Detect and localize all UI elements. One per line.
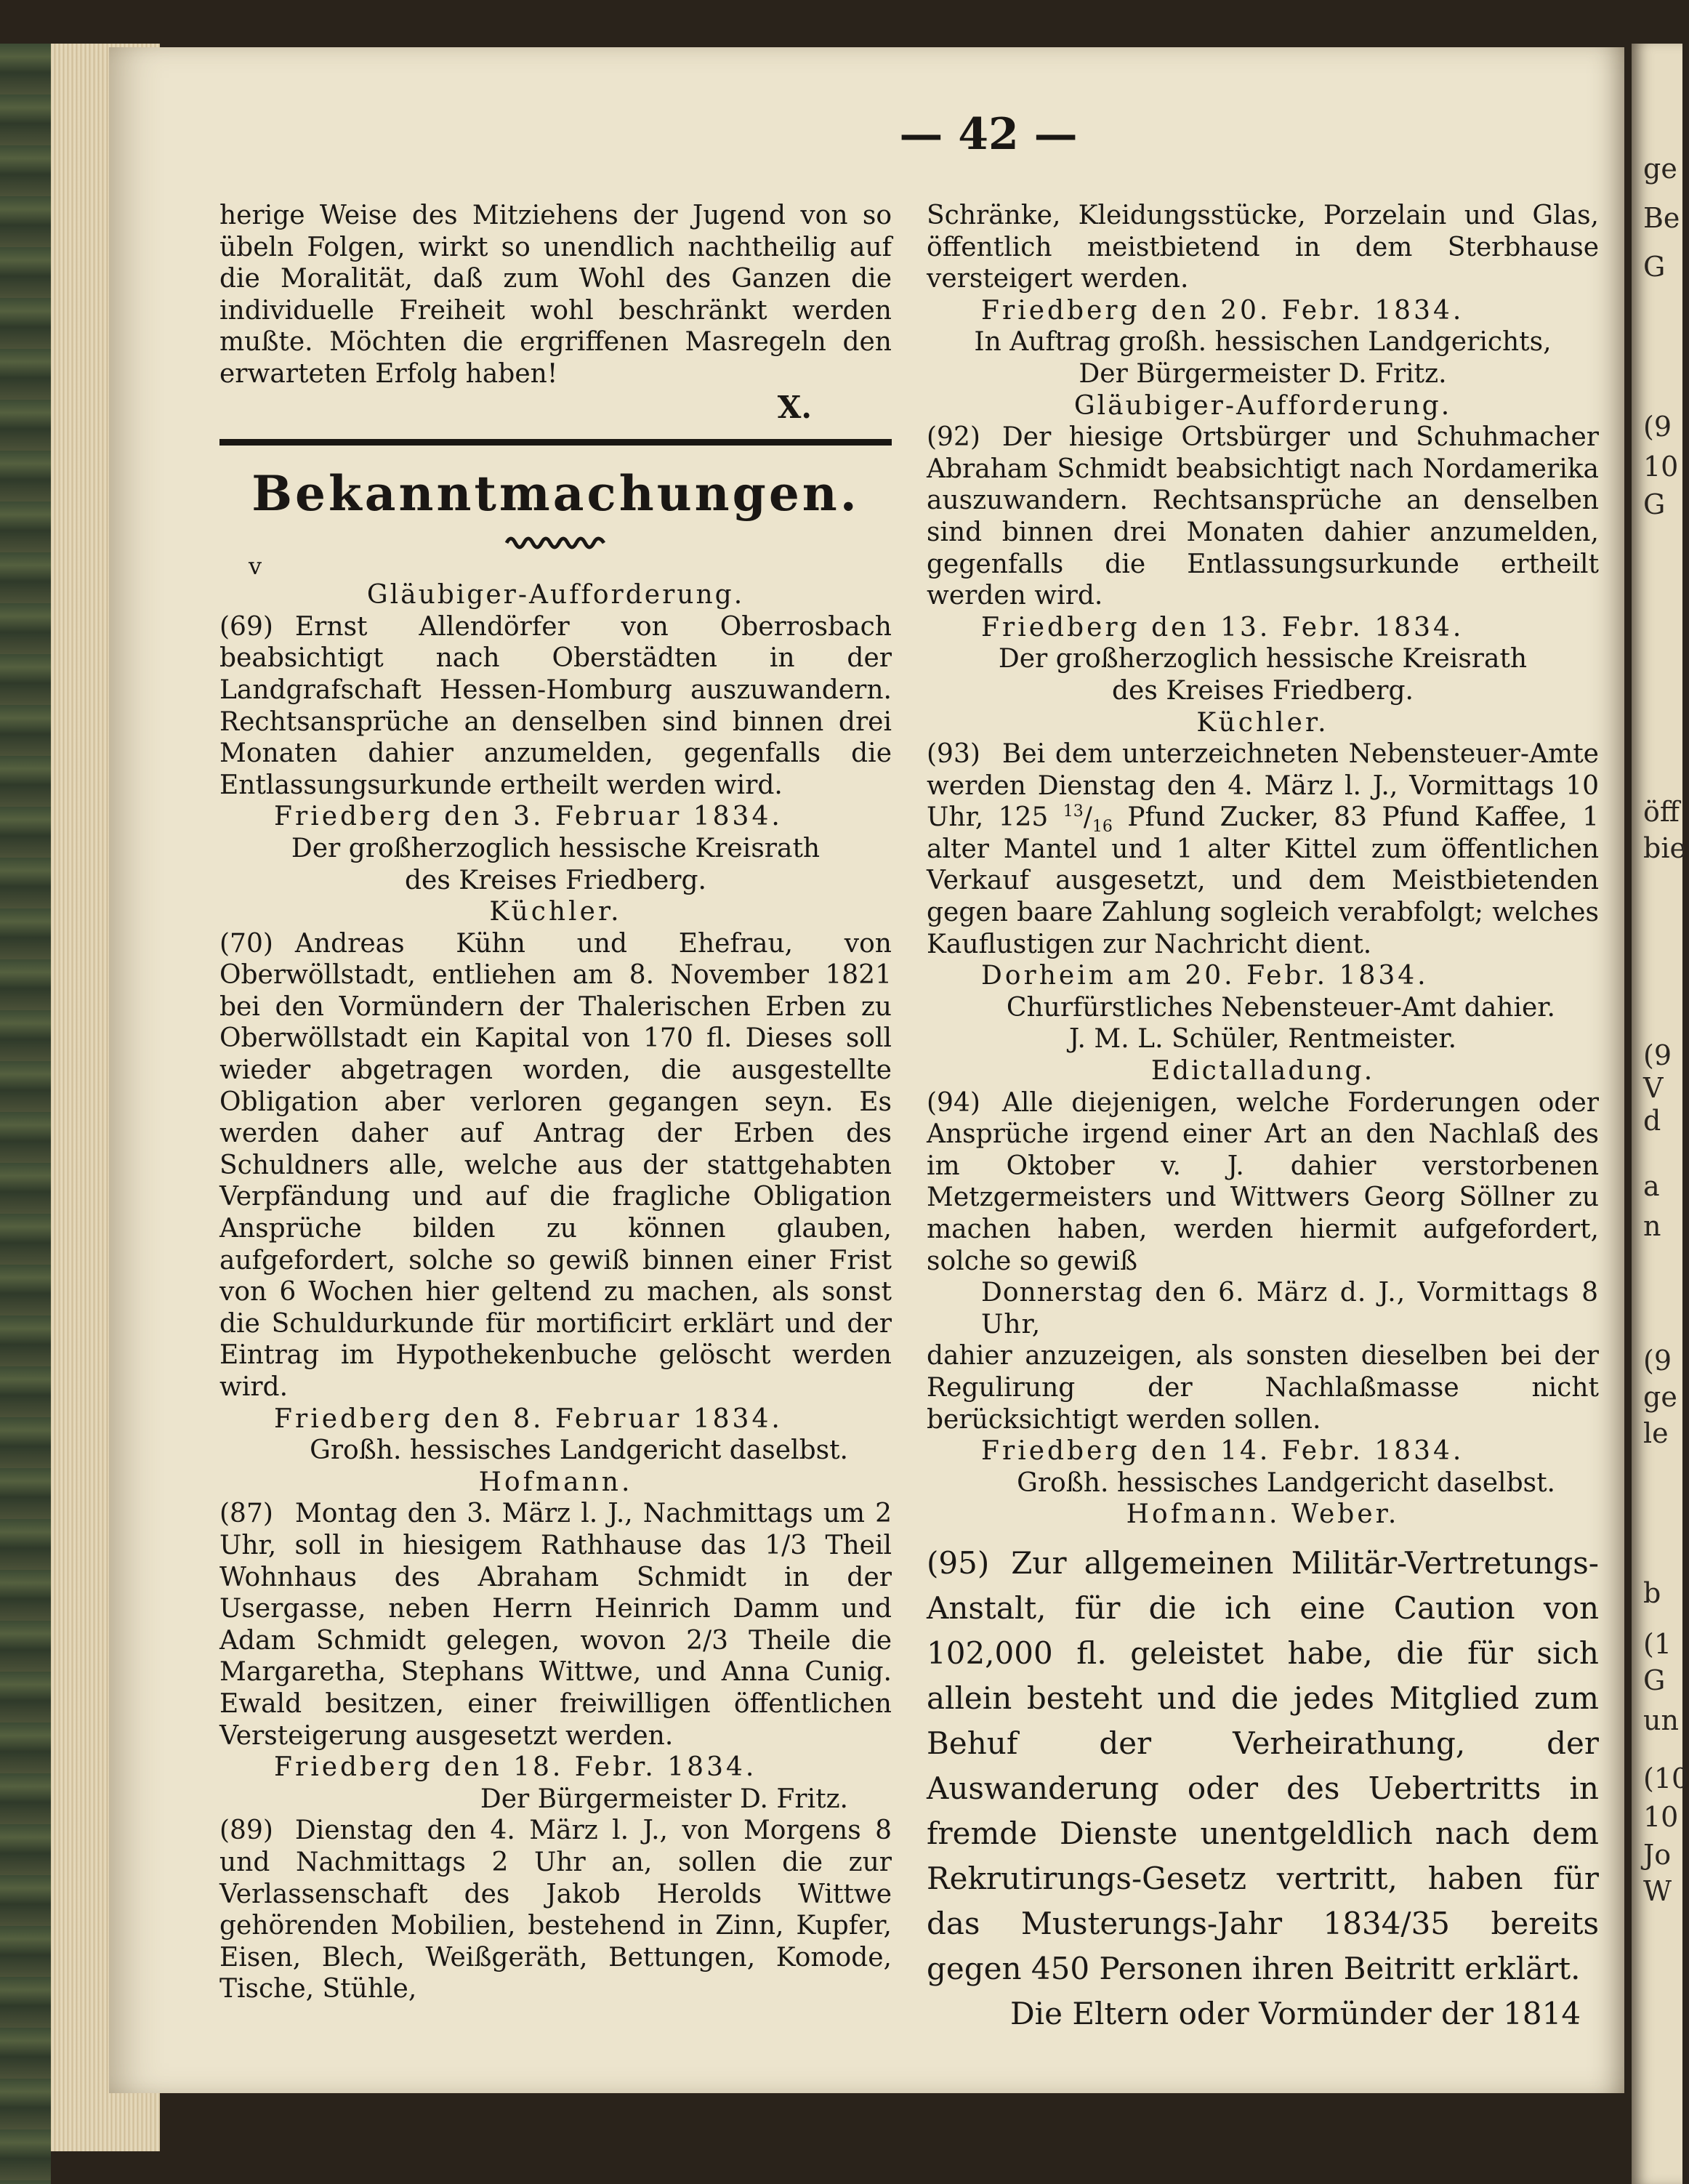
- notice-69-date: Friedberg den 3. Februar 1834.: [274, 802, 783, 832]
- notice-87-fraction-a: 1/3: [765, 1530, 807, 1560]
- book-binding: [0, 44, 51, 2184]
- notice-93-date: Dorheim am 20. Febr. 1834.: [981, 961, 1429, 991]
- printer-mark: v: [249, 552, 262, 581]
- notice-87-date: Friedberg den 18. Febr. 1834.: [274, 1752, 757, 1783]
- notice-95-body: [927, 1541, 1599, 1991]
- notice-69-text: Ernst Allendörfer von Oberrosbach beabsichtigt nach Oberstädten in der Landgrafschaft Hessen-Homburg auszuwandern. Rechtsansprüche an denselben sind binnen drei Monaten dahier anzumelden, gegenfalls die Entlassungsurkunde ertheilt werden wird.: [219, 611, 892, 800]
- notice-94-heading: Edictalladung.: [1150, 1056, 1375, 1087]
- notice-70-signer: Hofmann.: [478, 1467, 633, 1497]
- notice-94-body: [927, 1087, 1599, 1278]
- notice-69-signer: Küchler.: [489, 897, 622, 927]
- adjacent-fragment: G: [1643, 1664, 1666, 1696]
- notice-92-signer: Küchler.: [1196, 707, 1329, 738]
- adjacent-fragment: (9: [1643, 1345, 1672, 1377]
- section-rule: [219, 439, 892, 446]
- right-column: [927, 200, 1599, 2036]
- notice-87-text-c: Theile die Margaretha, Stephans Wittwe, und Anna Cunig. Ewald besitzen, einer freiwilligen öffentlichen Versteigerung ausgesetzt werden.: [219, 1625, 892, 1751]
- notice-94-deadline: Donnerstag den 6. März d. J., Vormittags 8 Uhr,: [981, 1278, 1599, 1339]
- notice-89-number: (89): [219, 1816, 273, 1846]
- adjacent-fragment: G: [1643, 251, 1666, 283]
- adjacent-page-edge: [1632, 44, 1689, 2184]
- adjacent-fragment: 10: [1643, 451, 1679, 483]
- notice-94-authority: Großh. hessisches Landgericht daselbst.: [1017, 1467, 1555, 1498]
- notice-93-authority: Churfürstliches Nebensteuer-Amt dahier.: [1006, 992, 1555, 1023]
- notice-92-date: Friedberg den 13. Febr. 1834.: [981, 612, 1464, 642]
- notice-69-body: [219, 611, 892, 802]
- left-column: [219, 200, 892, 2005]
- intro-text: herige Weise des Mitziehens der Jugend von so übeln Folgen, wirkt so unendlich nachtheilig auf die Moralität, daß zum Wohl des Ganzen die individuelle Freiheit wohl beschränkt werden mußte. Möchten die ergriffenen Masregeln den erwarteten Erfolg haben!: [219, 201, 892, 389]
- adjacent-fragment: 10: [1643, 1801, 1679, 1833]
- adjacent-fragment: Jo: [1643, 1839, 1672, 1871]
- notice-69-authority: Der großherzoglich hessische Kreisrath: [291, 833, 821, 863]
- spacer: [927, 1531, 1599, 1541]
- notice-93-fraction-numerator: 13: [1063, 802, 1084, 821]
- ornament-flourish: [505, 533, 607, 549]
- notice-89-signer: Der Bürgermeister D. Fritz.: [1079, 358, 1447, 389]
- notice-70-number: (70): [219, 928, 273, 959]
- notice-92-authority: Der großherzoglich hessische Kreisrath: [998, 644, 1528, 674]
- notice-87-fraction-b: 2/3: [686, 1625, 729, 1656]
- notice-89-continuation: Schränke, Kleidungsstücke, Porzelain und Glas, öffentlich meistbietend in dem Sterbhause versteigert werden.: [927, 201, 1599, 294]
- notice-89-body: [219, 1815, 892, 2005]
- page-number: — 42 —: [899, 109, 1078, 160]
- notice-93-signer: J. M. L. Schüler, Rentmeister.: [1068, 1024, 1457, 1055]
- adjacent-fragment: b: [1643, 1577, 1661, 1609]
- notice-94-text: Alle diejenigen, welche Forderungen oder Ansprüche irgend einer Art an den Nachlaß des im Oktober v. J. dahier verstorbenen Metzgermeisters und Wittwers Georg Söllner zu machen haben, werden hiermit aufgefordert, solche so gewiß: [927, 1087, 1599, 1276]
- notice-93-number: (93): [927, 739, 980, 770]
- notice-87-text-b: Theil Wohnhaus des Abraham Schmidt in der Usergasse, neben Herrn Heinrich Damm und Adam Schmidt gelegen, wovon: [219, 1530, 892, 1656]
- adjacent-fragment: un: [1643, 1704, 1679, 1736]
- article-signature: X.: [777, 389, 812, 425]
- notice-69-authority-2: des Kreises Friedberg.: [405, 865, 706, 895]
- adjacent-fragment: G: [1643, 488, 1666, 520]
- notice-69-number: (69): [219, 611, 273, 642]
- notice-92-authority-2: des Kreises Friedberg.: [1112, 675, 1414, 706]
- notice-70-date: Friedberg den 8. Februar 1834.: [274, 1403, 783, 1434]
- notice-94-text-b: dahier anzuzeigen, als sonsten dieselben bei der Regulirung der Nachlaßmasse nicht berücksichtigt werden sollen.: [927, 1341, 1599, 1435]
- notice-92-text: Der hiesige Ortsbürger und Schuhmacher Abraham Schmidt beabsichtigt nach Nordamerika auszuwandern. Rechtsansprüche an denselben sind binnen drei Monaten dahier anzumelden, gegenfalls die Entlassungsurkunde ertheilt werden wird.: [927, 422, 1599, 611]
- notice-95-number: (95): [927, 1544, 990, 1581]
- adjacent-fragment: (10: [1643, 1762, 1689, 1794]
- notice-87-number: (87): [219, 1499, 273, 1529]
- adjacent-fragment: öff: [1643, 796, 1680, 828]
- adjacent-fragment: (9: [1643, 1039, 1672, 1071]
- notice-92-heading: Gläubiger-Aufforderung.: [1073, 390, 1452, 421]
- notice-92-number: (92): [927, 422, 980, 453]
- notice-87-text-a: Montag den 3. März l. J., Nachmittags um 2 Uhr, soll in hiesigem Rathhause das: [219, 1499, 892, 1560]
- notice-93-text-a: Bei dem unterzeichneten Nebensteuer-Amte werden Dienstag den 4. März l. J., Vormittags 10 Uhr, 125: [927, 739, 1599, 833]
- notice-94-signer: Hofmann. Weber.: [1126, 1499, 1400, 1530]
- notice-70-body: [219, 928, 892, 1403]
- notice-70-text: Andreas Kühn und Ehefrau, von Oberwöllstadt, entliehen am 8. November 1821 bei den Vormündern der Thalerischen Erben zu Oberwöllstadt ein Kapital von 170 fl. Dieses soll wieder abgetragen worden, die ausgestellte Obligation aber verloren gegangen seyn. Es werden daher auf Antrag der Erben des Schuldners alle, welche aus der stattgehabten Verpfändung und auf die fragliche Obligation Ansprüche bilden zu können glauben, aufgefordert, solche so gewiß binnen einer Frist von 6 Wochen hier geltend zu machen, als sonst die Schuldurkunde für mortificirt erklärt und der Eintrag im Hypothekenbuche gelöscht werden wird.: [219, 928, 892, 1402]
- notice-93-fraction-denominator: 16: [1092, 818, 1113, 837]
- adjacent-fragment: (9: [1643, 411, 1672, 443]
- adjacent-fragment: a: [1643, 1170, 1660, 1202]
- notice-93-text-b: Pfund Zucker, 83 Pfund Kaffee, 1 alter Mantel und 1 alter Kittel zum öffentlichen Verkauf ausgesetzt, und dem Meistbietenden gegen baare Zahlung sogleich verabfolgt; welches Kauflustigen zur Nachricht dient.: [927, 802, 1599, 959]
- adjacent-fragment: W: [1643, 1875, 1672, 1907]
- notice-69-heading: Gläubiger-Aufforderung.: [366, 580, 745, 611]
- notice-89-text: Dienstag den 4. März l. J., von Morgens 8 und Nachmittags 2 Uhr an, sollen die zur Verlassenschaft des Jakob Herolds Wittwe gehörenden Mobilien, bestehend in Zinn, Kupfer, Eisen, Blech, Weißgeräth, Bettungen, Komode, Tische, Stühle,: [219, 1816, 892, 2004]
- notice-95-text: Zur allgemeinen Militär-Vertretungs-Anstalt, für die ich eine Caution von 102,000 fl. geleistet habe, die für sich allein besteht und die jedes Mitglied zum Behuf der Verheirathung, der Auswanderung oder des Uebertritts in fremde Dienste unentgeldlich nach dem Rekrutirungs-Gesetz vertritt, haben für das Musterungs-Jahr 1834/35 bereits gegen 450 Personen ihren Beitritt erklärt.: [927, 1544, 1599, 1986]
- notice-70-authority: Großh. hessisches Landgericht daselbst.: [310, 1435, 848, 1466]
- notice-87-signer: Der Bürgermeister D. Fritz.: [480, 1784, 848, 1814]
- section-title: Bekanntmachungen.: [251, 465, 860, 523]
- adjacent-fragment: ge: [1643, 153, 1677, 185]
- notice-89-date: Friedberg den 20. Febr. 1834.: [981, 295, 1464, 326]
- notice-94-date: Friedberg den 14. Febr. 1834.: [981, 1436, 1464, 1467]
- adjacent-fragment: n: [1643, 1210, 1661, 1242]
- notice-89-authority: In Auftrag großh. hessischen Landgerichts,: [974, 327, 1552, 358]
- adjacent-fragment: Be: [1643, 202, 1680, 234]
- notice-94-number: (94): [927, 1087, 980, 1118]
- adjacent-fragment: ge: [1643, 1381, 1677, 1413]
- notice-92-body: [927, 422, 1599, 612]
- notice-87-body: [219, 1498, 892, 1752]
- book-page: [109, 47, 1624, 2093]
- adjacent-fragment: V: [1643, 1072, 1664, 1104]
- adjacent-fragment: (1: [1643, 1628, 1672, 1660]
- adjacent-fragment: le: [1643, 1417, 1669, 1449]
- notice-93-body: (93) Bei dem unterzeichneten Nebensteuer-Amte werden Dienstag den 4. März l. J., Vormittags 10 Uhr, 125 $^{13}/_{16}$ Pfund Zucker, 83 Pfund Kaffee, 1 alter Mantel und 1 alter Kittel zum öffentlichen Verkauf ausgesetzt, und dem Meistbietenden gegen baare Zahlung sogleich verabfolgt; welches Kauflustigen zur Nachricht dient.: [927, 739, 1599, 959]
- adjacent-fragment: bie: [1643, 832, 1686, 864]
- adjacent-fragment: d: [1643, 1105, 1661, 1137]
- notice-95-last-line: Die Eltern oder Vormünder der 1814: [1010, 1995, 1581, 2031]
